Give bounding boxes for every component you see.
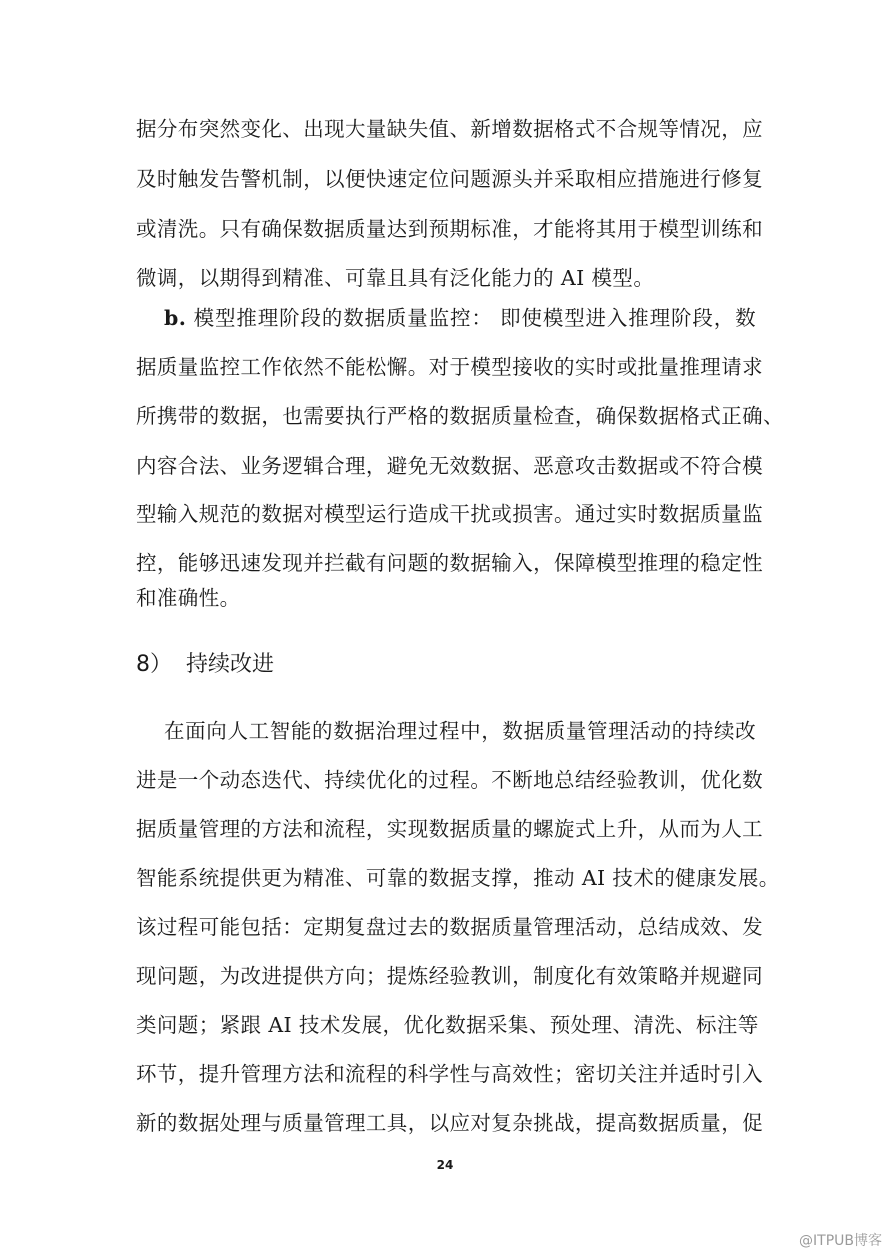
- text-line: 进是一个动态迭代、持续优化的过程。不断地总结经验教训，优化数: [136, 768, 763, 792]
- text-line: 所携带的数据，也需要执行严格的数据质量检查，确保数据格式正确、: [136, 404, 784, 428]
- list-label: b.: [164, 306, 187, 330]
- text-line: 控，能够迅速发现并拦截有问题的数据输入，保障模型推理的稳定性: [136, 551, 763, 575]
- text-line: 或清洗。只有确保数据质量达到预期标准，才能将其用于模型训练和: [136, 217, 763, 241]
- text-line: 微调，以期得到精准、可靠且具有泛化能力的 AI 模型。: [136, 266, 655, 290]
- text-line: 型输入规范的数据对模型运行造成干扰或损害。通过实时数据质量监: [136, 502, 763, 526]
- section-heading: [136, 650, 274, 680]
- text-line: 智能系统提供更为精准、可靠的数据支撑，推动 AI 技术的健康发展。: [136, 866, 780, 890]
- text-line: 及时触发告警机制，以便快速定位问题源头并采取相应措施进行修复: [136, 167, 763, 191]
- text-line: 环节，提升管理方法和流程的科学性与高效性；密切关注并适时引入: [136, 1062, 763, 1086]
- text-line: [164, 304, 756, 332]
- text-line: 和准确性。: [136, 586, 241, 610]
- text-line: 现问题，为改进提供方向；提炼经验教训，制度化有效策略并规避同: [136, 964, 763, 988]
- section-number: 8）: [136, 652, 172, 677]
- text-line: 类问题；紧跟 AI 技术发展，优化数据采集、预处理、清洗、标注等: [136, 1013, 759, 1037]
- text-line: 据质量管理的方法和流程，实现数据质量的螺旋式上升，从而为人工: [136, 817, 763, 841]
- text-segment: 模型推理阶段的数据质量监控： 即使模型进入推理阶段，数: [193, 306, 756, 330]
- watermark: @ITPUB博客: [799, 1233, 882, 1249]
- text-line: 新的数据处理与质量管理工具，以应对复杂挑战，提高数据质量，促: [136, 1111, 763, 1135]
- text-line: 据质量监控工作依然不能松懈。对于模型接收的实时或批量推理请求: [136, 355, 763, 379]
- section-title: 持续改进: [186, 652, 275, 677]
- text-line: 内容合法、业务逻辑合理，避免无效数据、恶意攻击数据或不符合模: [136, 454, 763, 478]
- text-line: 在面向人工智能的数据治理过程中，数据质量管理活动的持续改: [164, 719, 756, 743]
- text-line: 该过程可能包括：定期复盘过去的数据质量管理活动，总结成效、发: [136, 915, 763, 939]
- page-number: 24: [436, 1158, 454, 1172]
- text-line: 据分布突然变化、出现大量缺失值、新增数据格式不合规等情况，应: [136, 117, 763, 141]
